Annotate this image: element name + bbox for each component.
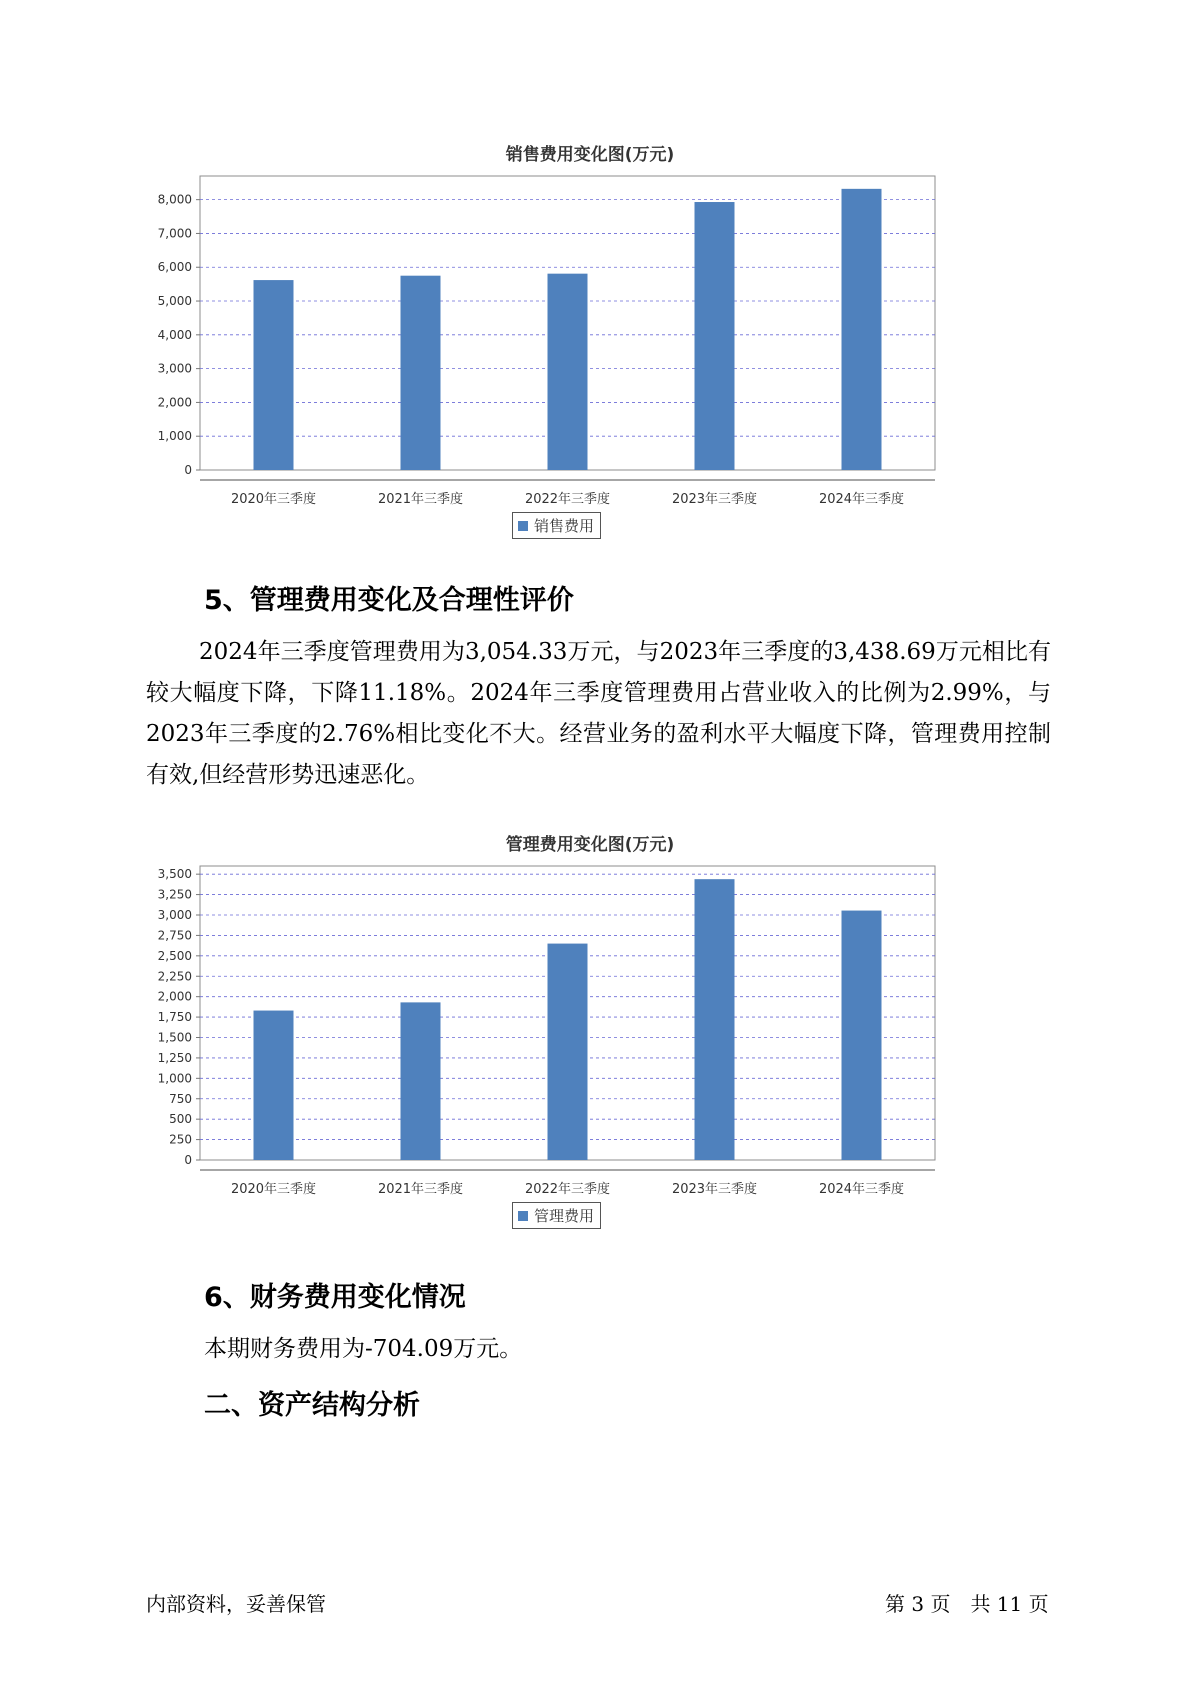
bar — [401, 276, 441, 470]
chart-title: 管理费用变化图(万元) — [505, 835, 675, 855]
footer-right: 第 3 页 共 11 页 — [885, 1592, 1049, 1616]
x-tick-label: 2021年三季度 — [377, 492, 464, 507]
admin-expense-plot — [150, 862, 1030, 1222]
x-tick-label: 2022年三季度 — [524, 1182, 611, 1197]
x-tick-label: 2021年三季度 — [377, 1182, 464, 1197]
x-tick-label: 2024年三季度 — [818, 1182, 905, 1197]
y-tick-label: 3,500 — [157, 867, 192, 882]
y-tick-label: 3,250 — [157, 887, 192, 902]
section-5-paragraph: 2024年三季度管理费用为3,054.33万元，与2023年三季度的3,438.69万元相比有较大幅度下降，下降11.18%。2024年三季度管理费用占营业收入的比例为2.99%，与2023年三季度的2.76%相比变化不大。经营业务的盈利水平大幅度下降，管理费用控制有效,但经营形势迅速恶化。 — [146, 639, 1051, 788]
bar — [695, 202, 735, 470]
y-tick-label: 0 — [184, 463, 192, 477]
y-tick-label: 1,750 — [157, 1010, 192, 1025]
y-tick-label: 2,750 — [157, 928, 192, 943]
chart-legend — [512, 512, 601, 539]
legend-swatch — [518, 521, 528, 531]
y-tick-label: 7,000 — [157, 226, 192, 241]
y-tick-label: 1,000 — [157, 1071, 192, 1086]
bar — [842, 189, 882, 470]
x-tick-label: 2023年三季度 — [671, 492, 758, 507]
y-tick-label: 4,000 — [157, 327, 192, 342]
bar — [695, 879, 735, 1160]
part-2-heading: 二、资产结构分析 — [204, 1390, 420, 1421]
sales-expense-plot — [150, 172, 1030, 532]
y-tick-label: 1,500 — [157, 1030, 192, 1045]
section-5-heading: 5、管理费用变化及合理性评价 — [204, 585, 574, 616]
bar — [548, 944, 588, 1160]
y-tick-label: 3,000 — [157, 361, 192, 376]
y-tick-label: 1,250 — [157, 1050, 192, 1065]
legend-label: 销售费用 — [534, 517, 595, 535]
y-tick-label: 2,500 — [157, 948, 192, 963]
admin-expense-chart — [150, 830, 1030, 1240]
legend-label: 管理费用 — [534, 1207, 595, 1225]
sales-expense-chart — [150, 140, 1030, 550]
y-tick-label: 2,000 — [157, 989, 192, 1004]
y-tick-label: 8,000 — [157, 192, 192, 207]
y-tick-label: 5,000 — [157, 294, 192, 309]
y-tick-label: 3,000 — [157, 908, 192, 922]
y-tick-label: 6,000 — [157, 260, 192, 275]
section-6-text: 本期财务费用为-704.09万元。 — [204, 1336, 523, 1362]
footer-left: 内部资料，妥善保管 — [146, 1592, 326, 1616]
x-tick-label: 2020年三季度 — [230, 1182, 317, 1197]
y-tick-label: 750 — [169, 1091, 192, 1106]
y-tick-label: 250 — [169, 1132, 192, 1147]
y-tick-label: 500 — [169, 1112, 192, 1127]
y-tick-label: 2,250 — [157, 969, 192, 984]
section-6-heading: 6、财务费用变化情况 — [204, 1282, 466, 1313]
chart-legend — [512, 1202, 601, 1229]
x-tick-label: 2024年三季度 — [818, 492, 905, 507]
legend-swatch — [518, 1211, 528, 1221]
bar — [254, 1011, 294, 1160]
bar — [401, 1002, 441, 1160]
bar — [254, 280, 294, 470]
x-tick-label: 2023年三季度 — [671, 1182, 758, 1197]
bar — [548, 274, 588, 470]
bar — [842, 911, 882, 1160]
y-tick-label: 1,000 — [157, 429, 192, 444]
y-tick-label: 2,000 — [157, 395, 192, 410]
x-tick-label: 2020年三季度 — [230, 492, 317, 507]
chart-title: 销售费用变化图(万元) — [505, 145, 675, 165]
y-tick-label: 0 — [184, 1153, 192, 1167]
x-tick-label: 2022年三季度 — [524, 492, 611, 507]
